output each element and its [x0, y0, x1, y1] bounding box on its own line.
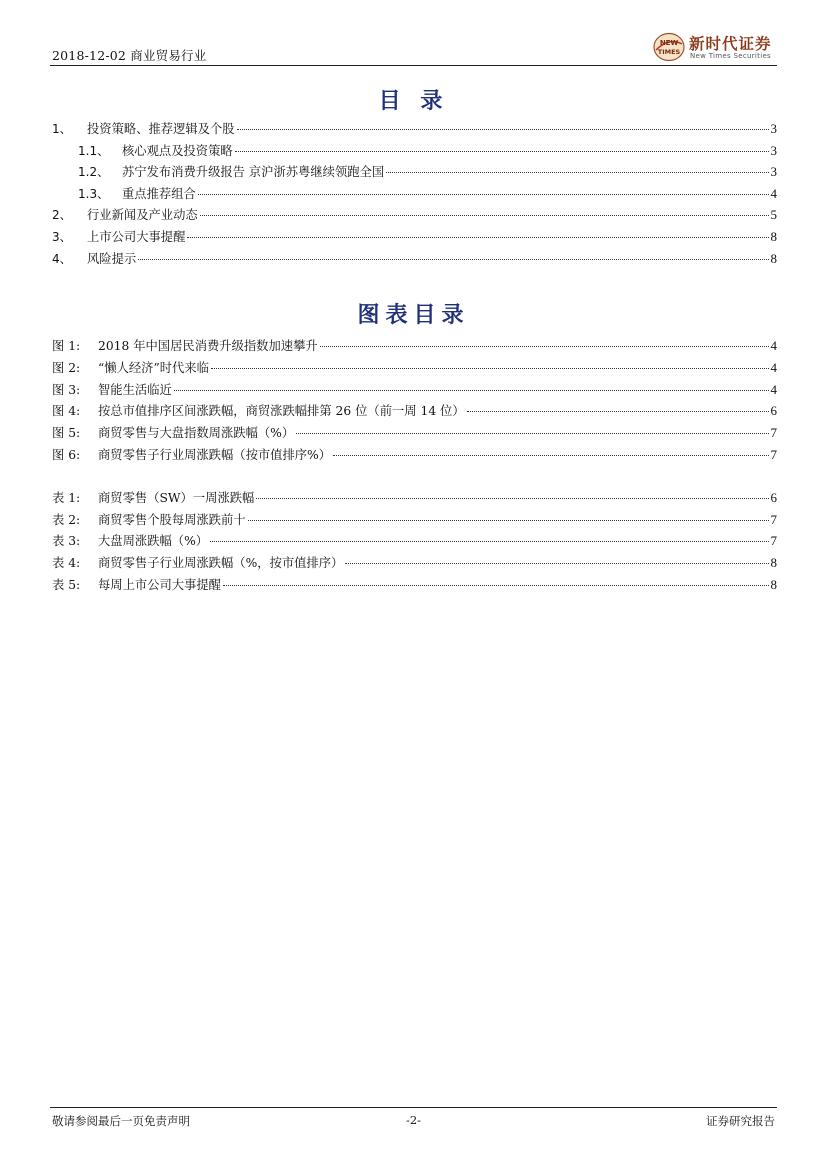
toc-item-text: 苏宁发布消费升级报告 京沪浙苏粤继续领跑全国: [122, 165, 385, 179]
table-label: 表 3:: [52, 534, 81, 548]
footer-divider: [50, 1107, 777, 1108]
page-header: [50, 30, 777, 64]
figure-page: 7: [770, 447, 777, 462]
table-item[interactable]: [52, 489, 777, 507]
figure-text: 商贸零售与大盘指数周涨跌幅（%）: [98, 426, 295, 440]
toc-item[interactable]: [52, 228, 777, 246]
page-number: -2-: [405, 1113, 422, 1127]
dot-leader: [296, 433, 768, 434]
svg-text:NEW: NEW: [659, 39, 679, 47]
toc-item-text: 重点推荐组合: [122, 187, 196, 201]
svg-text:TIMES: TIMES: [657, 48, 681, 56]
dot-leader: [210, 541, 768, 542]
report-date-industry: 2018-12-02 商业贸易行业: [52, 48, 207, 63]
toc-item-number: 3、: [52, 230, 80, 244]
dot-leader: [187, 237, 768, 238]
toc-item[interactable]: [78, 163, 777, 181]
table-label: 表 5:: [52, 578, 81, 592]
logo-chinese-name: 新时代证券: [689, 35, 772, 53]
toc-item[interactable]: [78, 185, 777, 203]
table-text: 商贸零售子行业周涨跌幅（%，按市值排序）: [98, 556, 344, 570]
figure-page: 6: [770, 403, 777, 418]
dot-leader: [200, 215, 769, 216]
dot-leader: [256, 498, 768, 499]
toc-item-page: 8: [770, 251, 777, 266]
dot-leader: [211, 368, 769, 369]
toc-item-number: 4、: [52, 252, 80, 266]
dot-leader: [174, 390, 769, 391]
dot-leader: [386, 172, 768, 173]
dot-leader: [235, 151, 769, 152]
toc-item-text: 核心观点及投资策略: [122, 144, 233, 158]
figure-label: 图 1:: [52, 339, 81, 353]
figure-text: 2018 年中国居民消费升级指数加速攀升: [98, 339, 318, 353]
new-times-badge-icon: [653, 32, 685, 62]
figure-item[interactable]: [52, 337, 777, 355]
toc-item-text: 风险提示: [87, 252, 137, 266]
dot-leader: [223, 585, 769, 586]
disclaimer-note: 敬请参阅最后一页免责声明: [52, 1114, 190, 1128]
figure-page: 4: [770, 360, 777, 375]
table-item[interactable]: [52, 532, 777, 550]
dot-leader: [320, 346, 769, 347]
dot-leader: [138, 259, 768, 260]
toc-item-page: 3: [770, 164, 777, 179]
dot-leader: [237, 129, 769, 130]
table-label: 表 4:: [52, 556, 81, 570]
toc-item[interactable]: [52, 206, 777, 224]
header-divider: [50, 65, 777, 66]
dot-leader: [248, 520, 769, 521]
figure-page: 4: [770, 382, 777, 397]
figure-label: 图 3:: [52, 383, 81, 397]
toc-item-text: 行业新闻及产业动态: [87, 208, 198, 222]
figure-item[interactable]: [52, 381, 777, 399]
company-logo: [645, 30, 777, 64]
table-label: 表 2:: [52, 513, 81, 527]
toc-item-text: 投资策略、推荐逻辑及个股: [87, 122, 235, 136]
table-page: 7: [770, 512, 777, 527]
dot-leader: [467, 411, 769, 412]
toc-item-page: 5: [770, 207, 777, 222]
toc-item-page: 8: [770, 229, 777, 244]
figure-label: 图 6:: [52, 448, 81, 462]
table-page: 8: [770, 555, 777, 570]
dot-leader: [345, 563, 768, 564]
toc-item[interactable]: [52, 250, 777, 268]
table-text: 商贸零售个股每周涨跌前十: [98, 513, 246, 527]
figure-page: 4: [770, 338, 777, 353]
figure-text: 智能生活临近: [98, 383, 172, 397]
report-type: 证券研究报告: [706, 1114, 775, 1128]
dot-leader: [198, 194, 769, 195]
figure-item[interactable]: [52, 446, 777, 464]
toc-item-number: 1.2、: [78, 165, 117, 179]
toc-item-number: 1.3、: [78, 187, 117, 201]
table-page: 8: [770, 577, 777, 592]
table-page: 7: [770, 533, 777, 548]
toc-item[interactable]: [78, 142, 777, 160]
logo-english-name: New Times Securities: [690, 52, 771, 60]
figures-toc-title: 图表目录: [357, 302, 470, 328]
figure-label: 图 4:: [52, 404, 81, 418]
dot-leader: [333, 455, 768, 456]
toc-item-number: 1.1、: [78, 144, 117, 158]
table-page: 6: [770, 490, 777, 505]
figure-item[interactable]: [52, 402, 777, 420]
toc-item-page: 3: [770, 143, 777, 158]
table-text: 每周上市公司大事提醒: [98, 578, 221, 592]
toc-item-number: 1、: [52, 122, 80, 136]
table-item[interactable]: [52, 554, 777, 572]
figure-text: 按总市值排序区间涨跌幅，商贸涨跌幅排第 26 位（前一周 14 位）: [98, 404, 465, 418]
toc-title: 目 录: [378, 88, 449, 114]
figure-page: 7: [770, 425, 777, 440]
toc-item-page: 3: [770, 121, 777, 136]
table-item[interactable]: [52, 576, 777, 594]
figure-text: “懒人经济”时代来临: [98, 361, 209, 375]
table-text: 大盘周涨跌幅（%）: [98, 534, 209, 548]
toc-item-number: 2、: [52, 208, 80, 222]
table-text: 商贸零售（SW）一周涨跌幅: [98, 491, 255, 505]
figure-label: 图 5:: [52, 426, 81, 440]
toc-item-text: 上市公司大事提醒: [87, 230, 186, 244]
figure-item[interactable]: [52, 424, 777, 442]
toc-item-page: 4: [770, 186, 777, 201]
figure-text: 商贸零售子行业周涨跌幅（按市值排序%）: [98, 448, 332, 462]
figure-label: 图 2:: [52, 361, 81, 375]
figure-item[interactable]: [52, 359, 777, 377]
table-label: 表 1:: [52, 491, 81, 505]
table-item[interactable]: [52, 511, 777, 529]
toc-item[interactable]: [52, 120, 777, 138]
